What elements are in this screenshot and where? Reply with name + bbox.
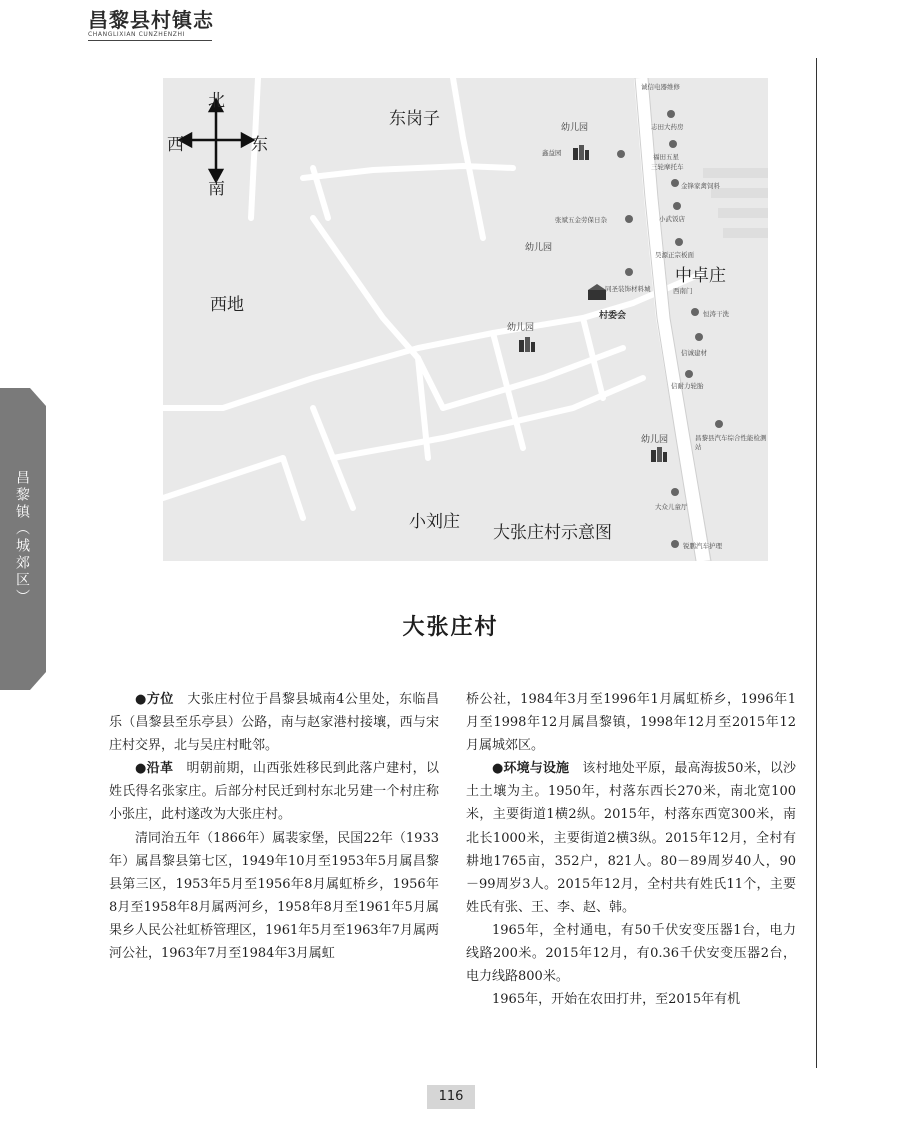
kindergarten-building-icon <box>571 142 591 162</box>
paragraph-body: 该村地处平原，最高海拔50米，以沙土土壤为主。1950年，村落东西长270米，南北宽100米，主要街道1横2纵。2015年，村落东西宽300米，南北长1000米，主要街道2横3纵。2015年12月，全村有耕地1765亩，352户，821人。80－89周岁40人，90－99周岁3人。2015年12月，全村共有姓氏11个，主要姓氏有张、王、李、赵、韩。 <box>466 761 797 915</box>
location-pin-icon <box>667 110 675 118</box>
village-committee-label: 村委会 <box>599 311 627 321</box>
paragraph-history <box>109 757 439 826</box>
paragraph-body: 明朝前期，山西张姓移民到此落户建村，以姓氏得名张家庄。后部分村民迁到村东北另建一个村庄称小张庄，此村遂改为大张庄村。 <box>109 761 439 823</box>
paragraph-heading: ●方位 <box>135 692 174 707</box>
place-xidi: 西地 <box>210 295 244 315</box>
poi-p14: 信耐力轮胎 <box>671 382 704 390</box>
location-pin-icon <box>625 268 633 276</box>
paragraph-location <box>109 688 439 757</box>
paragraph-irrigation <box>466 988 796 1011</box>
paragraph-body: 大张庄村位于昌黎县城南4公里处，东临昌乐（昌黎县至乐亭县）公路，南与赵家港村接壤，西与宋庄村交界，北与吴庄村毗邻。 <box>109 692 440 754</box>
poi-p5: 金锋家禽饲料 <box>681 182 720 190</box>
poi-p3: 福田五星 <box>653 153 679 161</box>
village-committee-building-icon <box>587 282 607 302</box>
poi-p9: 昊源正宗板面 <box>655 251 694 259</box>
compass-south-label: 南 <box>208 179 225 199</box>
kindergarten-building-icon <box>517 334 537 354</box>
paragraph-body: 1965年，开始在农田打井，至2015年有机 <box>492 992 741 1008</box>
compass-west-label: 西 <box>167 135 184 155</box>
poi-p7: 张斌五金劳保日杂 <box>555 216 607 224</box>
paragraph-body: 清同治五年（1866年）属裴家堡，民国22年（1933年）属昌黎县第七区，1949年10月至1953年5月属昌黎县第三区，1953年5月至1956年8月属虹桥乡，1956年8月至1958年8月属两河乡，1958年8月至1961年5月属果乡人民公社虹桥管理区，1961年5月至1963年7月属两河公社，1963年7月至1984年3月属虹 <box>109 830 439 962</box>
poi-p10: 西南门 <box>673 287 693 295</box>
location-pin-icon <box>685 370 693 378</box>
poi-p4: 三轮摩托车 <box>651 163 684 171</box>
poi-p11: 同圣装饰材料城 <box>605 285 651 293</box>
map-caption: 大张庄村示意图 <box>493 523 612 543</box>
page-number: 116 <box>427 1085 475 1109</box>
paragraph-electricity <box>466 919 796 988</box>
location-pin-icon <box>673 202 681 210</box>
paragraph-environment <box>466 757 796 919</box>
poi-p2: 志田大药房 <box>651 123 684 131</box>
poi-p6: 鑫益园 <box>542 149 562 157</box>
kindergarten-label-3: 幼儿园 <box>507 323 535 333</box>
location-pin-icon <box>617 150 625 158</box>
poi-p12: 恒涛干洗 <box>703 310 729 318</box>
header-divider <box>88 40 212 41</box>
poi-p1: 诚信电器维修 <box>641 83 680 91</box>
location-pin-icon <box>671 179 679 187</box>
location-pin-icon <box>675 238 683 246</box>
location-pin-icon <box>671 488 679 496</box>
village-title: 大张庄村 <box>402 614 499 640</box>
location-pin-icon <box>625 215 633 223</box>
right-margin-rule <box>816 58 817 1068</box>
compass-north-label: 北 <box>208 91 225 111</box>
location-pin-icon <box>671 540 679 548</box>
text-column-left <box>109 688 439 965</box>
poi-p15: 昌黎县汽车综合性能检测站 <box>695 434 767 451</box>
place-donggangzi: 东岗子 <box>389 109 440 129</box>
kindergarten-label-1: 幼儿园 <box>561 123 589 133</box>
place-zhongzhuozhuang: 中卓庄 <box>675 266 726 286</box>
text-column-right <box>466 688 796 1011</box>
poi-p17: 锐鹏汽车护理 <box>683 542 722 550</box>
paragraph-heading: ●环境与设施 <box>492 761 570 777</box>
kindergarten-label-2: 幼儿园 <box>525 243 553 253</box>
paragraph-heading: ●沿革 <box>135 761 174 777</box>
compass-east-label: 东 <box>251 135 268 155</box>
paragraph-body: 1965年，全村通电，有50千伏安变压器1台，电力线路200米。2015年12月，有0.36千伏安变压器2台，电力线路800米。 <box>466 922 796 985</box>
paragraph-body: 桥公社，1984年3月至1996年1月属虹桥乡，1996年1月至1998年12月属昌黎镇，1998年12月至2015年12月属城郊区。 <box>466 692 796 754</box>
paragraph-history-end <box>466 688 796 757</box>
poi-p16: 大众儿童厅 <box>655 503 688 511</box>
poi-p8: 小武饭店 <box>659 215 685 223</box>
place-xiaoliuzhuang: 小刘庄 <box>409 512 460 532</box>
village-map <box>163 78 768 561</box>
location-pin-icon <box>715 420 723 428</box>
location-pin-icon <box>695 333 703 341</box>
paragraph-history-cont <box>109 827 439 966</box>
kindergarten-building-icon <box>649 444 669 464</box>
location-pin-icon <box>691 308 699 316</box>
chapter-side-tab-label: 昌黎镇（城郊区） <box>14 470 30 606</box>
book-subtitle: CHANGLIXIAN CUNZHENZHI <box>88 31 185 38</box>
book-title: 昌黎县村镇志 <box>88 8 214 32</box>
kindergarten-label-4: 幼儿园 <box>641 435 669 445</box>
location-pin-icon <box>669 140 677 148</box>
poi-p13: 信诚建材 <box>681 349 707 357</box>
